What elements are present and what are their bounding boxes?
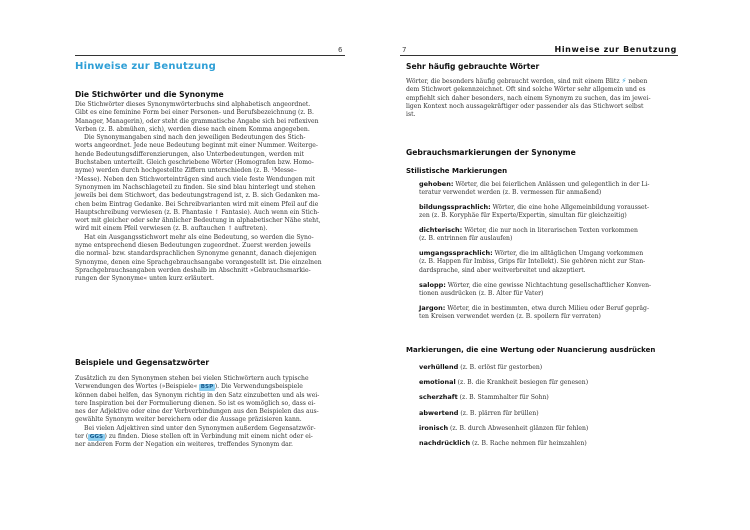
text-line: ner anderen Form der Negation ein weiteres, treffendes Synonym dar. [75,441,293,449]
text-line: Die Stichwörter dieses Synonymwörterbuchs sind alphabetisch angeordnet. [75,101,311,108]
entry-line: ten Kreisen verwendet werden (z. B. spoilern für verraten) [419,313,601,321]
page-title: Hinweise zur Benutzung [75,61,216,72]
section-heading-stichwoerter: Die Stichwörter und die Synonyme [75,90,224,99]
text-fragment: neben [626,78,648,85]
text-line: worts angeordnet. Jede neue Bedeutung beginnt mit einer Nummer. Weiterge- [75,142,318,150]
text-line: hende Bedeutungsdifferenzierungen, also Unterbedeutungen, werden mit [75,150,304,158]
section-heading-haeufig: Sehr häufig gebrauchte Wörter [406,62,540,71]
text-line: Hat ein Ausgangsstichwort mehr als eine Bedeutung, so werden die Syno- [84,233,314,241]
text-line [75,383,350,391]
entry-label: umgangssprachlich: [419,249,493,257]
text-line: ligen Kontext noch aussagekräftiger oder passender als das Stichwort selbst [406,102,644,110]
entry-text: (z. B. durch Abwesenheit glänzen für fehlen) [450,424,589,432]
entry-label: salopp: [419,281,446,289]
header-rule [400,55,678,56]
entry-line [419,281,684,290]
text-line: Die Synonymangaben sind nach den jeweiligen Bedeutungen des Stich- [84,134,306,142]
text-fragment: Wörter, die besonders häufig gebraucht werden, sind mit einem Blitz [406,78,622,85]
text-line [75,433,350,441]
entry-bildungssprachlich [419,203,684,221]
entry-text: (z. B. Rache nehmen für heimzahlen) [472,440,587,448]
text-line: jeweils bei dem Stichwort, das bedeutungstragend ist, z. B. sich Gedanken ma- [75,192,320,200]
entry-line: (z. B. entrinnen für auslaufen) [419,235,513,243]
text-line: nyme) werden durch hochgestellte Ziffern unterschieden (z. B. ¹Messe– [75,167,297,175]
bsp-badge: BSP [200,384,214,391]
page-number: 7 [402,46,407,54]
entry-line [419,180,684,189]
entry-line [419,226,684,235]
subheading-wertung: Markierungen, die eine Wertung oder Nuancierung ausdrücken [406,346,656,354]
section-heading-gebrauch: Gebrauchsmarkierungen der Synonyme [406,148,576,157]
running-head: Hinweise zur Benutzung [554,45,677,54]
section-text-haeufig [406,77,681,119]
text-line: dem Stichwort gekennzeichnet. Oft sind solche Wörter sehr allgemein und es [406,86,646,94]
text-line: Zusätzlich zu den Synonymen stehen bei vielen Stichwörtern auch typische [75,375,309,382]
entry-label: emotional [419,378,456,387]
entry-gehoben [419,180,684,198]
text-line: Manager, Managerin), oder steht die grammatische Angabe sich bei reflexiven [75,117,319,125]
entry-text: (z. B. die Krankheit besiegen für genesen) [457,379,589,387]
entry-text: Wörter, die in bestimmten, etwa durch Milieu oder Beruf gepräg- [447,305,650,312]
text-line: ist. [406,111,416,119]
entry-label: abwertend [419,408,459,417]
text-line: gewählte Synonym weiter bereichern oder die Aussage präzisieren kann. [75,416,302,424]
text-line: ²Messe). Neben den Stichworteinträgen sind auch viele feste Wendungen mit [75,175,315,183]
entry-line: zen (z. B. Koryphäe für Experte/Expertin, simultan für gleichzeitig) [419,212,627,220]
text-line: Bei vielen Adjektiven sind unter den Synonymen außerdem Gegensatzwör- [84,424,316,432]
entry-jargon [419,304,684,322]
entry-text: Wörter, die eine gewisse Nichtachtung gesellschaftlicher Konven- [447,282,652,289]
wertung-entry [419,375,684,390]
entry-salopp [419,281,684,299]
entry-text: Wörter, die bei feierlichen Anlässen und gelegentlich in der Li- [455,181,650,188]
entry-label: verhüllend [419,363,459,371]
text-line: Verben (z. B. abmühen, sich), werden diese nach einem Komma angegeben. [75,125,310,133]
entry-label: scherzhaft [419,393,458,402]
text-fragment: ) zu finden. Diese stellen oft in Verbindung mit einem nicht oder ei- [104,433,313,441]
entry-line [419,249,684,258]
subheading-stilistisch: Stilistische Markierungen [406,167,508,175]
right-page [375,0,750,530]
entry-text: (z. B. plärren für brüllen) [460,409,539,417]
wertung-entry [419,360,684,375]
entry-label: gehoben: [419,180,454,188]
entry-text: Wörter, die nur noch in literarischen Texten vorkommen [464,227,638,234]
text-line: Sprachgebrauchsangaben werden deshalb im Abschnitt »Gebrauchsmarkie- [75,266,311,274]
section-text-stichwoerter [75,101,350,284]
header-rule [75,55,345,56]
lightning-bolt-icon: ⚡ [621,77,627,85]
text-line: Synonyme, denen eine Sprachgebrauchsangabe vorangestellt ist. Die einzelnen [75,258,322,266]
wertung-entry [419,390,684,405]
entry-line: dardsprache, sind aber weitverbreitet und akzeptiert. [419,266,586,274]
section-text-beispiele [75,375,350,450]
entry-text: Wörter, die im alltäglichen Umgang vorkommen [494,250,644,257]
text-fragment: Verwendungen des Wortes (»Beispiele« [75,383,200,391]
text-line: Hauptschreibung verwiesen (z. B. Phantasie ↑ Fantasie). Auch wenn ein Stich- [75,208,320,216]
text-line: wort mit gleicher oder sehr ähnlicher Bedeutung in alphabetischer Nähe steht, [75,217,321,225]
text-line: nes der Adjektive oder eine der Verbverbindungen aus den Beispielen das aus- [75,408,319,416]
wertung-list [419,360,684,451]
text-line: können dabei helfen, das Synonym richtig in den Satz einzubetten und als wei- [75,391,320,399]
text-line: wird mit einem Pfeil verwiesen (z. B. auftauchen ↑ auftreten). [75,225,268,233]
entry-dichterisch [419,226,684,244]
entry-label: dichterisch: [419,226,463,234]
entry-text: (z. B. erlöst für gestorben) [460,364,543,371]
text-line: Buchstaben unterteilt. Gleich geschriebene Wörter (Homografen bzw. Homo- [75,159,314,167]
text-line: Gibt es eine feminine Form bei einer Personen- und Berufsbezeichnung (z. B. [75,109,314,117]
entry-label: bildungssprachlich: [419,203,491,211]
ggs-badge: GGS [89,434,104,441]
text-fragment: ter ( [75,433,89,441]
entry-line [419,304,684,313]
page-number: 6 [338,46,343,54]
entry-text: (z. B. Stammhalter für Sohn) [459,394,549,402]
entry-line [419,203,684,212]
text-line: Synonymen im Nachschlageteil zu finden. Sie sind blau hinterlegt und stehen [75,183,316,191]
entry-label: nachdrücklich [419,439,471,448]
text-line: chen beim Eintrag Gedanke. Bei Schreibvarianten wird mit einem Pfeil auf die [75,200,319,208]
entry-line: (z. B. Happen für Imbiss, Grips für Intellekt). Sie gehören nicht zur Stan- [419,258,646,266]
wertung-entry [419,406,684,421]
text-line: nyme entsprechend diesen Bedeutungen zugeordnet. Zuerst werden jeweils [75,242,311,250]
entry-label: Jargon: [419,304,446,312]
section-heading-beispiele: Beispiele und Gegensatzwörter [75,358,210,367]
wertung-entry [419,436,684,451]
text-line: die normal- bzw. standardsprachlichen Synonyme genannt, danach diejenigen [75,250,317,258]
text-fragment: ). Die Verwendungsbeispiele [214,383,303,391]
entry-label: ironisch [419,423,449,432]
wertung-entry [419,421,684,436]
text-line [406,77,681,86]
entry-line: teratur verwendet werden (z. B. vermessen für anmaßend) [419,189,602,197]
entry-text: Wörter, die eine hohe Allgemeinbildung vorausset- [492,204,650,211]
text-line: tere Inspiration bei der Formulierung dienen. So ist es womöglich so, dass ei- [75,399,316,407]
text-line: rungen der Synonyme« unten kurz erläutert. [75,275,214,283]
entry-umgangssprachlich [419,249,684,275]
text-line: empfiehlt sich daher besonders, nach einem Synonym zu suchen, das im jewei- [406,94,651,102]
entry-line: tionen ausdrücken (z. B. Alter für Vater) [419,290,544,298]
